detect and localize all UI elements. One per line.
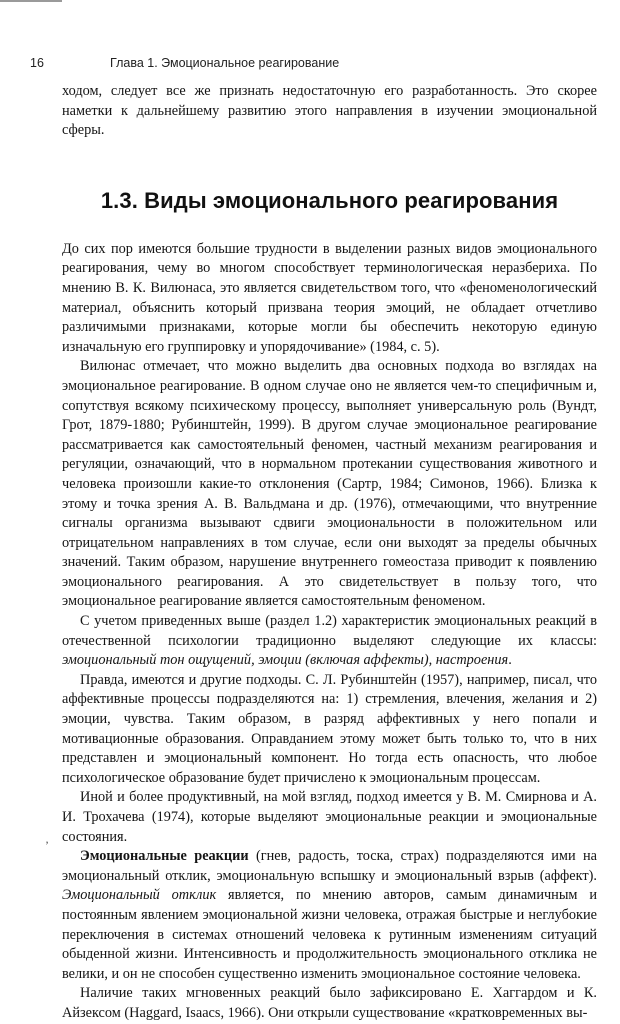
continuation-paragraph: ходом, следует все же признать недостаточную его разработанность. Это скорее наметки к дальнейшему развитию этого направления в изучении эмоциональной сферы. xyxy=(62,83,597,139)
paragraph-6 xyxy=(62,847,597,984)
paragraph-1: До сих пор имеются большие трудности в выделении разных видов эмоционального реагирования, чему во многом способствует терминологическая неразбериха. По мнению В. К. Вилюнаса, это является свидетельством того, что «феноменологический материал, объяснить который призвана теория эмоций, не обладает отчетливо различимыми признаками, которые могли бы обеспечить некоторую единую изначальную его группировку и упорядочивание» (1984, с. 5). xyxy=(62,240,597,355)
paragraph-3-end: . xyxy=(508,652,512,669)
paragraph-2: Вилюнас отмечает, что можно выделить два основных подхода во взглядах на эмоциональное реагирование. В одном случае оно не является чем-то специфичным и, сопутствуя всякому психическому процессу, выполняет универсальную роль (Вундт, Грот, 1879-1880; Рубинштейн, 1999). В другом случае эмоциональное реагирование рассматривается как самостоятельный феномен, частный механизм реагирования и регуляции, означающий, что в нормальном протекании существования животного и человека произошли какие-то отклонения (Сартр, 1984; Симонов, 1966). Близка к этому и точка зрения А. В. Вальдмана и др. (1976), отмечающими, что внутренние сигналы организма вызывают сдвиги эмоциональности в положительном или отрицательном направлениях в том случае, если они выходят за пределы обычных значений. Таким образом, нарушение внутреннего гомеостаза приводит к появлению эмоционального реагирования. А это свидетельствует в пользу того, что эмоциональное реагирование является самостоятельным феноменом. xyxy=(62,358,597,610)
emotion-classes-italic: эмоциональный тон ощущений, эмоции (включая аффекты), настроения xyxy=(62,652,509,669)
paragraph-6-text: (гнев, радость, тоска, страх) подразделяются ими на эмоциональный отклик, эмоциональную вспышку и эмоциональный взрыв (аффект). xyxy=(62,848,598,884)
paragraph-7: Наличие таких мгновенных реакций было зафиксировано Е. Хаггардом и К. Айзексом (Haggard, Isaacs, 1966). Они открыли существование «кратковременных вы- xyxy=(62,985,597,1021)
paragraph-3-text: С учетом приведенных выше (раздел 1.2) характеристик эмоциональных реакций в отечественной психологии традиционно выделяют следующие их классы: xyxy=(62,613,597,649)
top-rule xyxy=(0,0,62,2)
paragraph-4: Правда, имеются и другие подходы. С. Л. Рубинштейн (1957), например, писал, что аффективные процессы подразделяются на: 1) стремления, влечения, желания и 2) эмоции, чувства. Таким образом, в разряд аффективных у него попали и мотивационные образования. Оправданием этому может быть только то, что в них представлен и эмоциональный компонент. Но тогда есть опасность, что любое психологическое образование будет причислено к эмоциональным процессам. xyxy=(62,671,597,786)
emotional-response-term: Эмоциональный отклик xyxy=(62,887,217,904)
page-number: 16 xyxy=(30,56,44,70)
paragraph-6-text2: является, по мнению авторов, самым динамичным и постоянным явлением эмоциональной жизни человека, отражая быстрые и неглубокие переключения в системах отношений человека к рутинным изменениям ситуаций обыденной жизни. Интенсивность и продолжительность эмоционального отклика не велики, и он не способен существенно изменить эмоциональное состояние человека. xyxy=(62,887,597,982)
section-heading: 1.3. Виды эмоционального реагирования xyxy=(100,187,559,213)
body-text xyxy=(62,82,597,1024)
scan-mark: ’ xyxy=(45,838,49,852)
paragraph-3 xyxy=(62,612,597,671)
emotional-reactions-term: Эмоциональные реакции xyxy=(80,848,249,865)
chapter-title: Глава 1. Эмоциональное реагирование xyxy=(110,56,340,70)
paragraph-5: Иной и более продуктивный, на мой взгляд, подход имеется у В. М. Смирнова и А. И. Трохачева (1974), которые выделяют эмоциональные реакции и эмоциональные состояния. xyxy=(62,789,597,845)
